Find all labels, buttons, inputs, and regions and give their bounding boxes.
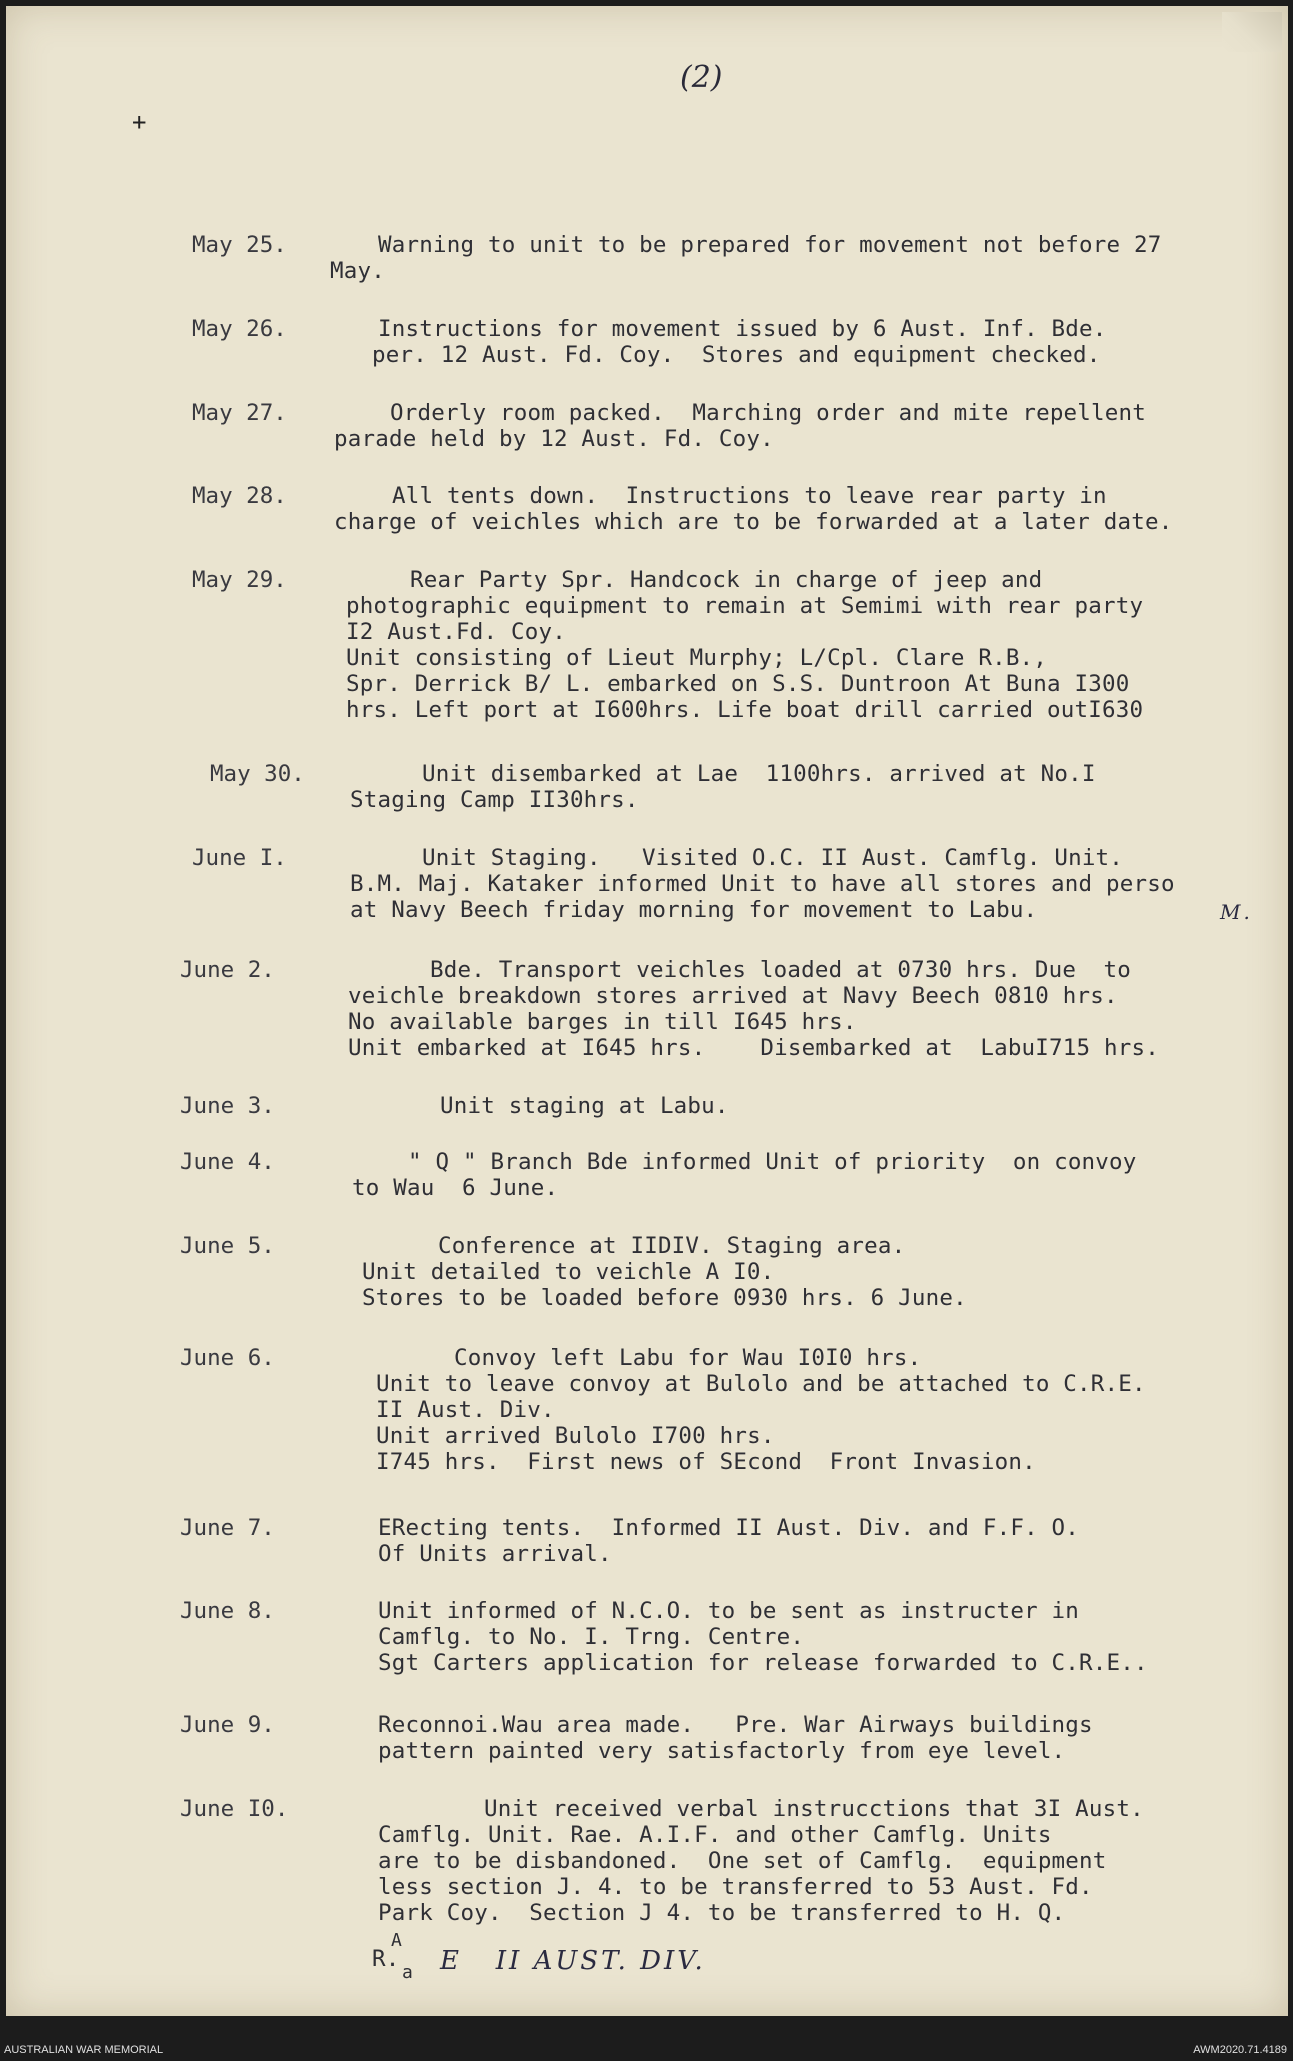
entry-date: May 29. bbox=[192, 567, 287, 593]
entry-line: ERecting tents. Informed II Aust. Div. and F.F. O. bbox=[378, 1515, 1080, 1541]
entry-line: Unit received verbal instrucctions that 3I Aust. bbox=[484, 1796, 1144, 1822]
entry-date: June 9. bbox=[180, 1712, 275, 1738]
entry-line: Spr. Derrick B/ L. embarked on S.S. Duntroon At Buna I300 bbox=[346, 671, 1130, 697]
entry-date: May 30. bbox=[210, 761, 305, 787]
entry-date: June 7. bbox=[180, 1515, 275, 1541]
entry-line: parade held by 12 Aust. Fd. Coy. bbox=[334, 426, 774, 452]
entry-line: Unit arrived Bulolo I700 hrs. bbox=[376, 1423, 775, 1449]
entry-line: Orderly room packed. Marching order and mite repellent bbox=[390, 400, 1147, 426]
entry-date: June 8. bbox=[180, 1598, 275, 1624]
entry-date: May 25. bbox=[192, 232, 287, 258]
entry-line: pattern painted very satisfactorly from eye level. bbox=[378, 1738, 1066, 1764]
page-number: (2) bbox=[680, 60, 723, 95]
entry-date: May 26. bbox=[192, 316, 287, 342]
entry-line: Unit to leave convoy at Bulolo and be attached to C.R.E. bbox=[376, 1371, 1146, 1397]
entry-line: Unit Staging. Visited O.C. II Aust. Camflg. Unit. bbox=[422, 845, 1124, 871]
entry-line: Warning to unit to be prepared for movement not before 27 bbox=[378, 232, 1162, 258]
entry-date: June 3. bbox=[180, 1093, 275, 1119]
entry-line: less section J. 4. to be transferred to 53 Aust. Fd. bbox=[378, 1874, 1093, 1900]
entry-line: Unit staging at Labu. bbox=[440, 1093, 729, 1119]
entry-line: Conference at IIDIV. Staging area. bbox=[438, 1233, 906, 1259]
entry-line: veichle breakdown stores arrived at Navy Beech 0810 hrs. bbox=[348, 983, 1118, 1009]
entry-line: Park Coy. Section J 4. to be transferred to H. Q. bbox=[378, 1900, 1066, 1926]
entry-line: Rear Party Spr. Handcock in charge of jeep and bbox=[410, 567, 1043, 593]
entry-line: hrs. Left port at I600hrs. Life boat drill carried outI630 bbox=[346, 697, 1144, 723]
entry-line: Staging Camp II30hrs. bbox=[350, 787, 639, 813]
entry-line: Instructions for movement issued by 6 Aust. Inf. Bde. bbox=[378, 316, 1107, 342]
entry-date: June 6. bbox=[180, 1345, 275, 1371]
entry-line: Of Units arrival. bbox=[378, 1541, 612, 1567]
entry-line: Reconnoi.Wau area made. Pre. War Airways buildings bbox=[378, 1712, 1093, 1738]
footer-right: AWM2020.71.4189 bbox=[1193, 2044, 1287, 2056]
entry-line: Convoy left Labu for Wau I0I0 hrs. bbox=[454, 1345, 922, 1371]
entry-line: " Q " Branch Bde informed Unit of priority on convoy bbox=[408, 1149, 1137, 1175]
entry-line: Camflg. Unit. Rae. A.I.F. and other Camflg. Units bbox=[378, 1822, 1052, 1848]
entry-line: Unit embarked at I645 hrs. Disembarked at LabuI715 hrs. bbox=[348, 1035, 1160, 1061]
entry-line: Stores to be loaded before 0930 hrs. 6 June. bbox=[362, 1285, 967, 1311]
entry-line: Unit informed of N.C.O. to be sent as instructer in bbox=[378, 1598, 1080, 1624]
final-line-handwritten: E II AUST. DIV. bbox=[440, 1946, 706, 1976]
entry-date: May 28. bbox=[192, 483, 287, 509]
entry-line: All tents down. Instructions to leave rear party in bbox=[392, 483, 1107, 509]
entry-line: Unit consisting of Lieut Murphy; L/Cpl. Clare R.B., bbox=[346, 645, 1048, 671]
entry-date: June I. bbox=[192, 845, 287, 871]
corner-mark: + bbox=[132, 108, 147, 136]
entry-line: I2 Aust.Fd. Coy. bbox=[346, 619, 566, 645]
final-line-super: A bbox=[391, 1930, 403, 1951]
folded-corner bbox=[1222, 12, 1282, 52]
entry-date: June 4. bbox=[180, 1149, 275, 1175]
footer-left: AUSTRALIAN WAR MEMORIAL bbox=[4, 2044, 164, 2056]
entry-line: I745 hrs. First news of SEcond Front Invasion. bbox=[376, 1449, 1036, 1475]
entry-date: June I0. bbox=[180, 1796, 289, 1822]
final-line-sub: a bbox=[402, 1962, 414, 1983]
entry-line: charge of veichles which are to be forwarded at a later date. bbox=[334, 509, 1173, 535]
entry-date: June 5. bbox=[180, 1233, 275, 1259]
entry-line: are to be disbandoned. One set of Camflg. equipment bbox=[378, 1848, 1107, 1874]
entry-line: per. 12 Aust. Fd. Coy. Stores and equipment checked. bbox=[372, 342, 1101, 368]
entry-line: Unit detailed to veichle A I0. bbox=[362, 1259, 775, 1285]
entry-line: photographic equipment to remain at Semimi with rear party bbox=[346, 593, 1144, 619]
entry-line: Unit disembarked at Lae 1100hrs. arrived at No.I bbox=[422, 761, 1096, 787]
entry-date: June 2. bbox=[180, 957, 275, 983]
margin-note: M. bbox=[1220, 900, 1253, 924]
entry-line: Camflg. to No. I. Trng. Centre. bbox=[378, 1624, 805, 1650]
entry-line: B.M. Maj. Kataker informed Unit to have all stores and perso bbox=[350, 871, 1175, 897]
entry-line: May. bbox=[330, 258, 385, 284]
entry-line: Sgt Carters application for release forwarded to C.R.E.. bbox=[378, 1650, 1148, 1676]
entry-line: No available barges in till I645 hrs. bbox=[348, 1009, 857, 1035]
entry-date: May 27. bbox=[192, 400, 287, 426]
entry-line: II Aust. Div. bbox=[376, 1397, 555, 1423]
final-line-typed: R. bbox=[372, 1946, 400, 1972]
entry-line: Bde. Transport veichles loaded at 0730 hrs. Due to bbox=[430, 957, 1132, 983]
entry-line: to Wau 6 June. bbox=[352, 1175, 559, 1201]
entry-line: at Navy Beech friday morning for movement to Labu. bbox=[350, 897, 1038, 923]
